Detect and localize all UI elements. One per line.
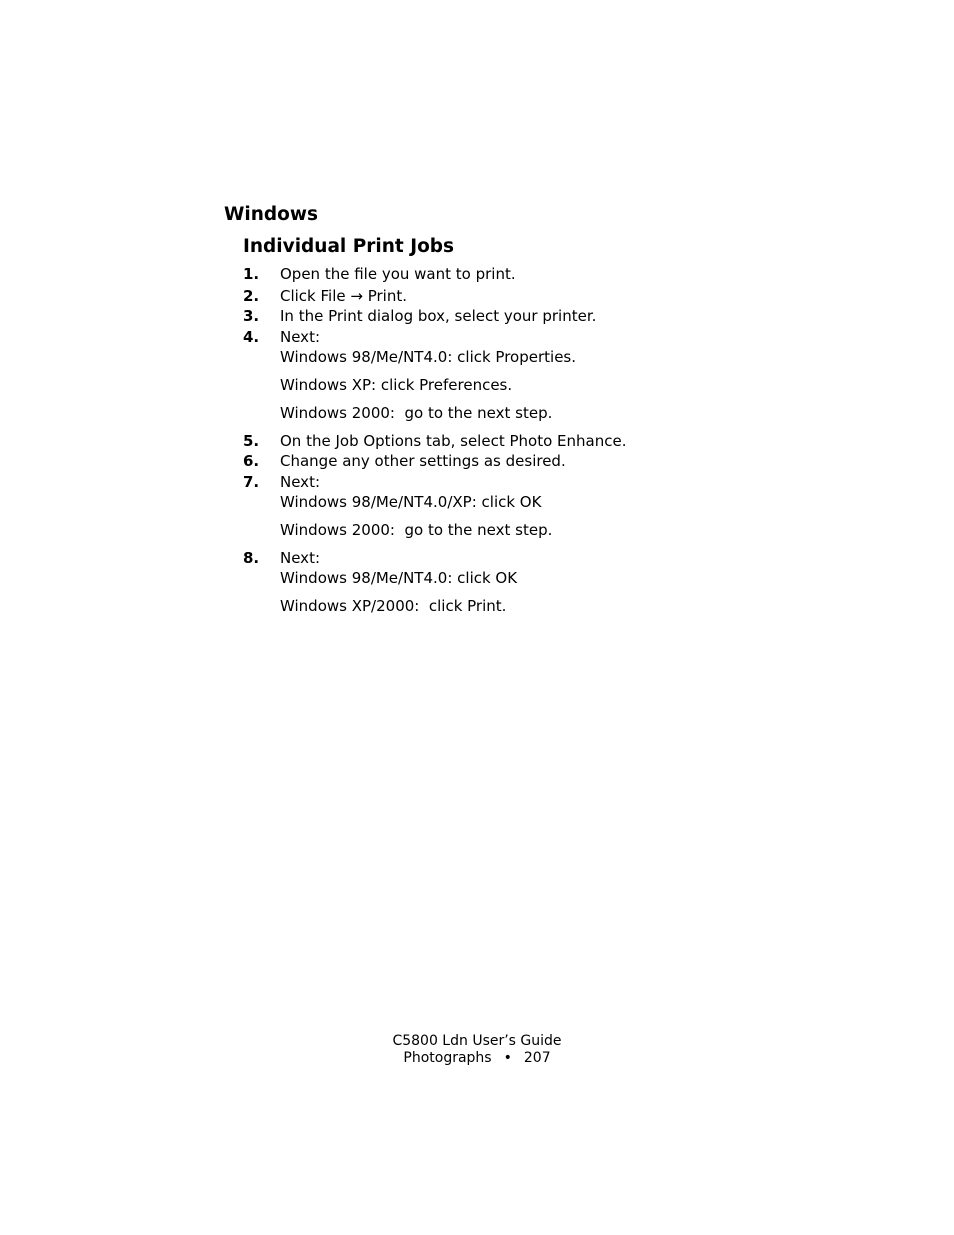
step-subline: Windows 98/Me/NT4.0: click OK: [280, 569, 518, 587]
step-text: Open the file you want to print.: [280, 265, 516, 283]
step-subline: Windows 98/Me/NT4.0: click Properties.: [280, 348, 577, 366]
step-text: Next:: [280, 328, 320, 346]
step-text: Next:: [280, 549, 320, 567]
step-number: 5.: [243, 432, 260, 450]
step-text: Click File → Print.: [280, 287, 407, 305]
section-title: Windows: [224, 204, 318, 225]
step-subline: Windows 2000: go to the next step.: [280, 404, 553, 422]
footer-guide-title: C5800 Ldn User’s Guide: [392, 1033, 562, 1049]
step-number: 3.: [243, 307, 260, 325]
step-text: On the Job Options tab, select Photo Enhance.: [280, 432, 627, 450]
step-subline: Windows 2000: go to the next step.: [280, 521, 553, 539]
step-text: In the Print dialog box, select your printer.: [280, 307, 597, 325]
footer-chapter: Photographs: [403, 1050, 492, 1066]
step-subline: Windows 98/Me/NT4.0/XP: click OK: [280, 493, 542, 511]
step-number: 6.: [243, 452, 260, 470]
step-subline: Windows XP/2000: click Print.: [280, 597, 507, 615]
footer-page-number: 207: [523, 1050, 551, 1066]
step-number: 7.: [243, 473, 260, 491]
step-number: 2.: [243, 287, 260, 305]
step-text: Next:: [280, 473, 320, 491]
step-number: 4.: [243, 328, 260, 346]
step-number: 8.: [243, 549, 260, 567]
step-subline: Windows XP: click Preferences.: [280, 376, 513, 394]
footer-page-info: [0, 1050, 954, 1067]
step-text: Change any other settings as desired.: [280, 452, 566, 470]
subsection-title: Individual Print Jobs: [243, 236, 455, 257]
step-number: 1.: [243, 265, 260, 283]
footer-separator: •: [503, 1050, 512, 1066]
